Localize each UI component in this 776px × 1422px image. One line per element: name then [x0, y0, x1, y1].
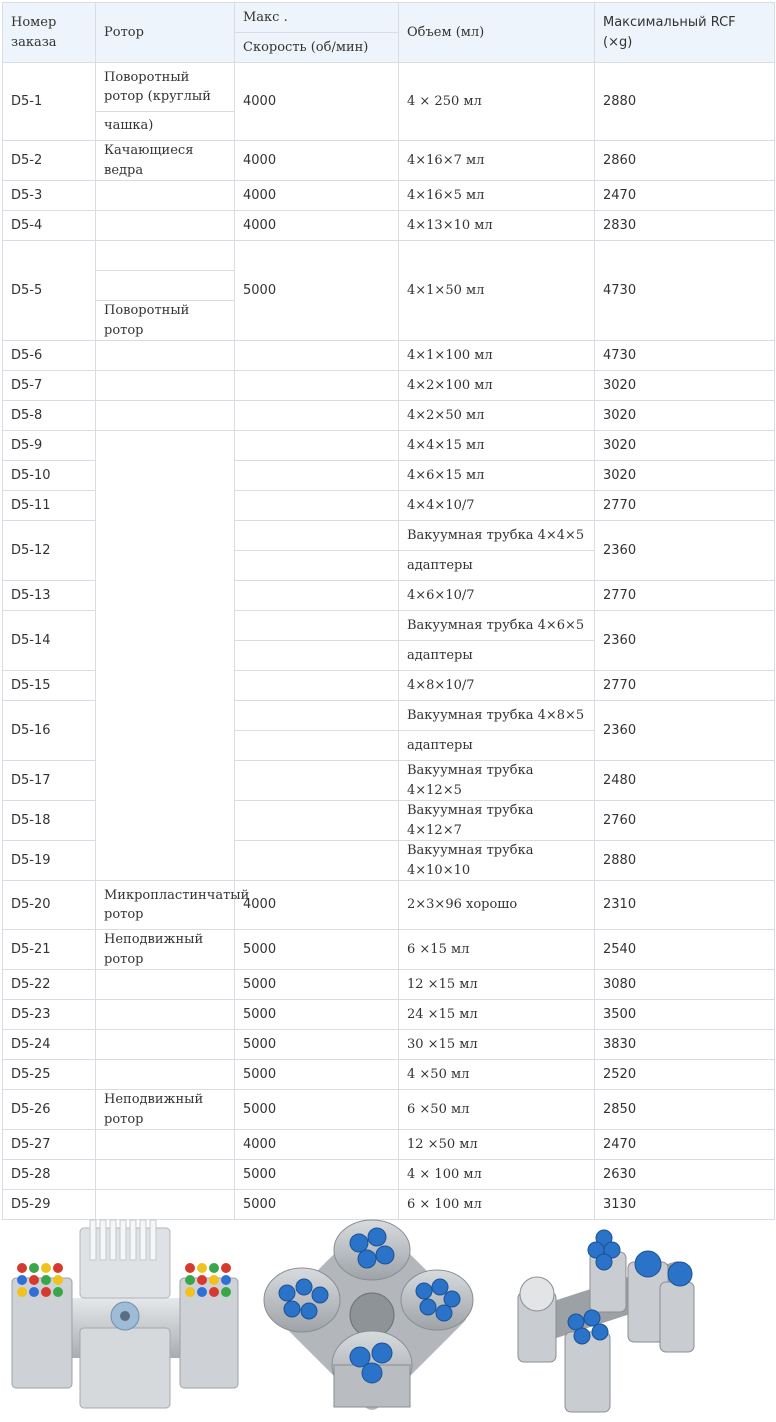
rcf-cell: 3080 [595, 970, 775, 1000]
order-cell: D5-14 [3, 611, 96, 671]
volume-cell: 4×8×10/7 [399, 671, 595, 701]
order-cell: D5-13 [3, 581, 96, 611]
order-cell: D5-17 [3, 761, 96, 801]
rcf-cell: 2480 [595, 761, 775, 801]
header-rcf: Максимальный RCF (×g) [595, 3, 775, 63]
speed-cell [235, 341, 399, 371]
table-row [3, 1030, 775, 1060]
rotor-cell: Неподвижный ротор [96, 1090, 235, 1130]
volume-cell: 12 ×15 мл [399, 970, 595, 1000]
speed-cell: 4000 [235, 211, 399, 241]
speed-cell [235, 491, 399, 521]
speed-cell: 5000 [235, 930, 399, 970]
order-cell: D5-7 [3, 371, 96, 401]
volume-cell: 30 ×15 мл [399, 1030, 595, 1060]
rcf-cell: 4730 [595, 241, 775, 341]
speed-cell: 5000 [235, 1060, 399, 1090]
header-max: Макс . [235, 3, 399, 33]
order-cell: D5-16 [3, 701, 96, 761]
order-cell: D5-20 [3, 881, 96, 930]
rcf-cell: 2360 [595, 521, 775, 581]
speed-cell: 4000 [235, 881, 399, 930]
rcf-cell: 2880 [595, 841, 775, 881]
rcf-cell: 2770 [595, 671, 775, 701]
bucket-rotor-with-tubes-photo [510, 1222, 700, 1414]
speed-cell: 4000 [235, 181, 399, 211]
rotor-cell [96, 1160, 235, 1190]
rcf-cell: 2470 [595, 1130, 775, 1160]
rcf-cell: 2880 [595, 63, 775, 141]
speed-cell: 5000 [235, 1160, 399, 1190]
order-cell: D5-24 [3, 1030, 96, 1060]
speed-cell [235, 801, 399, 841]
order-cell: D5-26 [3, 1090, 96, 1130]
table-row [3, 1090, 775, 1130]
rcf-cell: 2630 [595, 1160, 775, 1190]
speed-cell: 5000 [235, 1000, 399, 1030]
rcf-cell: 3020 [595, 401, 775, 431]
table-row [3, 970, 775, 1000]
volume-cell: 4 × 100 мл [399, 1160, 595, 1190]
speed-cell [235, 701, 399, 731]
speed-cell [235, 431, 399, 461]
order-cell: D5-29 [3, 1190, 96, 1220]
rotor-cell [96, 401, 235, 431]
header-rotor: Ротор [96, 3, 235, 63]
speed-cell: 5000 [235, 1190, 399, 1220]
order-cell: D5-28 [3, 1160, 96, 1190]
order-cell: D5-19 [3, 841, 96, 881]
speed-cell: 5000 [235, 1090, 399, 1130]
rcf-cell: 2360 [595, 701, 775, 761]
volume-cell: Вакуумная трубка 4×8×5 [399, 701, 595, 731]
header-volume: Объем (мл) [399, 3, 595, 63]
speed-cell [235, 551, 399, 581]
order-cell: D5-6 [3, 341, 96, 371]
volume-cell: адаптеры [399, 551, 595, 581]
rcf-cell: 2310 [595, 881, 775, 930]
rotor-cell: Микропластинчатый ротор [96, 881, 235, 930]
speed-cell: 5000 [235, 241, 399, 341]
microplate-and-tube-rotor-photo [10, 1218, 240, 1413]
spec-table-container [2, 2, 774, 1220]
header-order: Номер заказа [3, 3, 96, 63]
table-row [3, 431, 775, 461]
volume-cell: 4 ×50 мл [399, 1060, 595, 1090]
rcf-cell: 3020 [595, 371, 775, 401]
volume-cell: 4×6×10/7 [399, 581, 595, 611]
table-row [3, 1130, 775, 1160]
rotor-cell [96, 371, 235, 401]
volume-cell: 4×16×5 мл [399, 181, 595, 211]
rcf-cell: 2830 [595, 211, 775, 241]
order-cell: D5-4 [3, 211, 96, 241]
order-cell: D5-10 [3, 461, 96, 491]
speed-cell: 4000 [235, 1130, 399, 1160]
rcf-cell: 2770 [595, 491, 775, 521]
rcf-cell: 4730 [595, 341, 775, 371]
volume-cell: Вакуумная трубка 4×4×5 [399, 521, 595, 551]
rotor-cell [96, 341, 235, 371]
table-row [3, 1160, 775, 1190]
speed-cell [235, 401, 399, 431]
speed-cell: 4000 [235, 141, 399, 181]
rcf-cell: 2360 [595, 611, 775, 671]
volume-cell: 4×13×10 мл [399, 211, 595, 241]
volume-cell: 4×4×15 мл [399, 431, 595, 461]
order-cell: D5-2 [3, 141, 96, 181]
rcf-cell: 2860 [595, 141, 775, 181]
volume-cell: 6 ×50 мл [399, 1090, 595, 1130]
table-row [3, 1060, 775, 1090]
table-header [3, 3, 775, 63]
volume-cell: 6 × 100 мл [399, 1190, 595, 1220]
table-row [3, 401, 775, 431]
rcf-cell: 3500 [595, 1000, 775, 1030]
order-cell: D5-23 [3, 1000, 96, 1030]
table-row [3, 371, 775, 401]
speed-cell [235, 671, 399, 701]
table-row [3, 63, 775, 112]
rcf-cell: 3830 [595, 1030, 775, 1060]
order-cell: D5-8 [3, 401, 96, 431]
order-cell: D5-21 [3, 930, 96, 970]
volume-cell: Вакуумная трубка 4×6×5 [399, 611, 595, 641]
volume-cell: адаптеры [399, 731, 595, 761]
table-row [3, 181, 775, 211]
rotor-cell [96, 1000, 235, 1030]
volume-cell: 4×16×7 мл [399, 141, 595, 181]
rcf-cell: 2540 [595, 930, 775, 970]
swing-bucket-rotor-photo [262, 1215, 482, 1415]
rcf-cell: 3130 [595, 1190, 775, 1220]
rotor-cell: Качающиеся ведра [96, 141, 235, 181]
speed-cell [235, 641, 399, 671]
order-cell: D5-5 [3, 241, 96, 341]
speed-cell [235, 761, 399, 801]
header-speed: Скорость (об/мин) [235, 33, 399, 63]
rcf-cell: 2760 [595, 801, 775, 841]
rotor-cell [96, 181, 235, 211]
table-body [3, 63, 775, 1220]
spec-table [2, 2, 775, 1220]
order-cell: D5-3 [3, 181, 96, 211]
rcf-cell: 2520 [595, 1060, 775, 1090]
rcf-cell: 2470 [595, 181, 775, 211]
volume-cell: 4×1×100 мл [399, 341, 595, 371]
speed-cell [235, 731, 399, 761]
volume-cell: 4×4×10/7 [399, 491, 595, 521]
speed-cell [235, 581, 399, 611]
order-cell: D5-9 [3, 431, 96, 461]
order-cell: D5-18 [3, 801, 96, 841]
rotor-cell [96, 271, 235, 301]
table-row [3, 881, 775, 930]
table-row [3, 930, 775, 970]
order-cell: D5-12 [3, 521, 96, 581]
volume-cell: Вакуумная трубка 4×12×7 [399, 801, 595, 841]
speed-cell [235, 521, 399, 551]
order-cell: D5-11 [3, 491, 96, 521]
volume-cell: 6 ×15 мл [399, 930, 595, 970]
rotor-cell: чашка) [96, 112, 235, 141]
order-cell: D5-1 [3, 63, 96, 141]
rotor-cell [96, 241, 235, 271]
rotor-cell [96, 1030, 235, 1060]
volume-cell: 4×2×100 мл [399, 371, 595, 401]
volume-cell: 4 × 250 мл [399, 63, 595, 141]
speed-cell [235, 841, 399, 881]
order-cell: D5-22 [3, 970, 96, 1000]
speed-cell: 4000 [235, 63, 399, 141]
volume-cell: 4×6×15 мл [399, 461, 595, 491]
rotor-cell: Неподвижный ротор [96, 930, 235, 970]
volume-cell: Вакуумная трубка 4×12×5 [399, 761, 595, 801]
product-photos [0, 1210, 776, 1415]
volume-cell: 24 ×15 мл [399, 1000, 595, 1030]
speed-cell: 5000 [235, 970, 399, 1000]
volume-cell: 4×1×50 мл [399, 241, 595, 341]
volume-cell: Вакуумная трубка 4×10×10 [399, 841, 595, 881]
order-cell: D5-15 [3, 671, 96, 701]
rotor-cell [96, 431, 235, 881]
rcf-cell: 2850 [595, 1090, 775, 1130]
rotor-cell [96, 211, 235, 241]
table-row [3, 341, 775, 371]
speed-cell [235, 461, 399, 491]
speed-cell: 5000 [235, 1030, 399, 1060]
volume-cell: адаптеры [399, 641, 595, 671]
rotor-cell: Поворотный ротор (круглый [96, 63, 235, 112]
speed-cell [235, 371, 399, 401]
order-cell: D5-25 [3, 1060, 96, 1090]
speed-cell [235, 611, 399, 641]
rotor-cell [96, 1130, 235, 1160]
rotor-cell [96, 1060, 235, 1090]
rcf-cell: 3020 [595, 461, 775, 491]
rcf-cell: 2770 [595, 581, 775, 611]
rotor-cell: Поворотный ротор [96, 301, 235, 341]
order-cell: D5-27 [3, 1130, 96, 1160]
table-row [3, 1000, 775, 1030]
volume-cell: 12 ×50 мл [399, 1130, 595, 1160]
table-row [3, 241, 775, 271]
volume-cell: 2×3×96 хорошо [399, 881, 595, 930]
table-row [3, 141, 775, 181]
rcf-cell: 3020 [595, 431, 775, 461]
rotor-cell [96, 970, 235, 1000]
table-row [3, 211, 775, 241]
volume-cell: 4×2×50 мл [399, 401, 595, 431]
